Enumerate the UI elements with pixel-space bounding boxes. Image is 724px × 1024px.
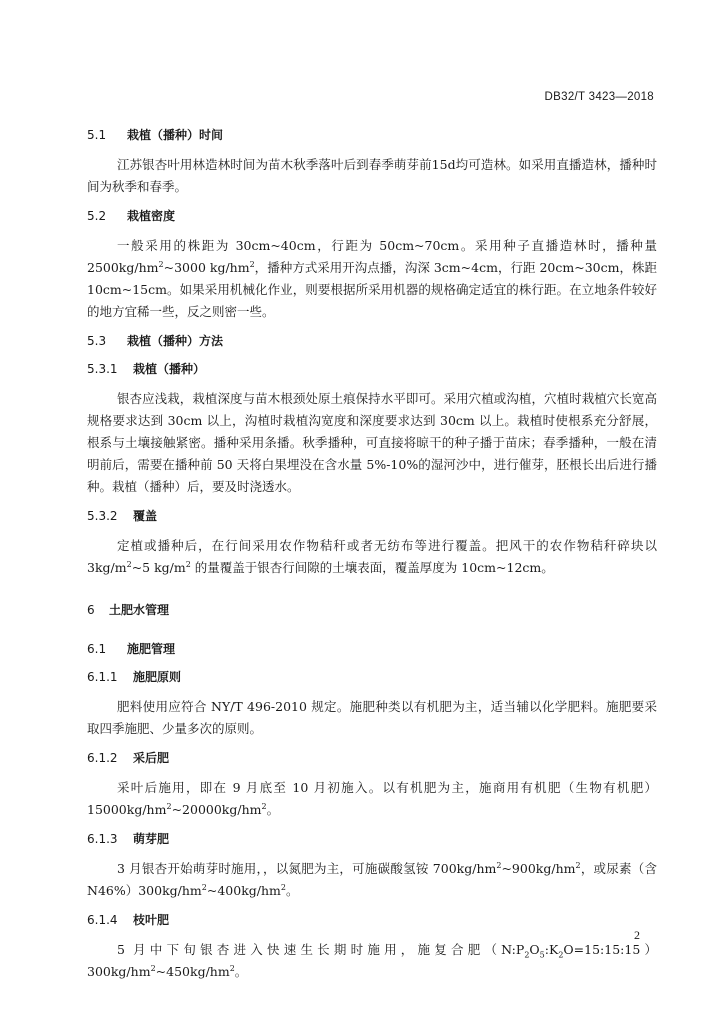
heading-title: 枝叶肥	[133, 913, 170, 927]
heading-number: 6.1.4	[87, 913, 118, 927]
heading-number: 5.3	[87, 334, 107, 348]
paragraph-6-1-3: 3 月银杏开始萌芽时施用，，以氮肥为主，可施碳酸氢铵 $700kg/hm^2\sim 900kg/hm^2$，或尿素（含 $N46\%)300kg/hm^2\sim 400kg/hm^2$。	[87, 860, 657, 898]
standard-code: DB32/T 3423—2018	[544, 91, 654, 103]
heading-number: 5.1	[87, 128, 107, 142]
heading-title: 栽植（播种）时间	[127, 128, 224, 142]
heading-title: 施肥管理	[127, 642, 176, 656]
heading-title: 覆盖	[133, 509, 158, 523]
heading-title: 采后肥	[133, 751, 170, 765]
heading-title: 土肥水管理	[109, 603, 170, 617]
heading-5-3-2	[87, 507, 657, 524]
heading-title: 施肥原则	[133, 670, 182, 684]
heading-title: 栽植密度	[127, 209, 176, 223]
paragraph-6-1-2: 采叶后施用，即在 9 月底至 10 月初施入。以有机肥为主，施商用有机肥（生物有机肥）$15000kg/hm^2\sim 20000kg/hm^2$。	[87, 780, 657, 817]
heading-6-1	[87, 640, 657, 657]
document-body	[87, 126, 657, 983]
heading-6-1-2	[87, 749, 657, 766]
paragraph-5-3-2: 定植或播种后，在行间采用农作物秸秆或者无纺布等进行覆盖。把风干的农作物秸秆碎块以$3kg/m^2\sim 5$ $kg/m^2$ 的量覆盖于银杏行间隙的土壤表面，覆盖厚度为 10cm~12cm。	[87, 538, 657, 575]
heading-5-1	[87, 126, 657, 143]
heading-number: 5.3.1	[87, 362, 118, 376]
heading-title: 栽植（播种）	[133, 362, 206, 376]
heading-5-3-1	[87, 360, 657, 377]
heading-title: 栽植（播种）方法	[127, 334, 224, 348]
paragraph-5-3-1: 银杏应浅栽，栽植深度与苗木根颈处原土痕保持水平即可。采用穴植或沟植，穴植时栽植穴长宽高规格要求达到 30cm 以上，沟植时栽植沟宽度和深度要求达到 30cm 以上。栽植时使根系充分舒展，根系与土壤接触紧密。播种采用条播。秋季播种，可直接将晾干的种子播于苗床；春季播种，一般在清明前后，需要在播种前 50 天将白果埋没在含水量 5%-10%的湿河沙中，进行催芽，胚根长出后进行播种。栽植（播种）后，要及时浇透水。	[87, 391, 657, 494]
heading-6-1-3	[87, 830, 657, 847]
heading-6-1-4	[87, 911, 657, 928]
page-number: 2	[634, 928, 640, 942]
heading-5-3	[87, 332, 657, 349]
paragraph-5-2: 一般采用的株距为 30cm~40cm，行距为 50cm~70cm。采用种子直播造林时，播种量$2500kg/hm^2\sim 3000$ $kg/hm^2$，播种方式采用开沟点播，沟深 3cm~4cm，行距 20cm~30cm，株距 10cm~15cm。如果采用机械化作业，则要根据所采用机器的规格确定适宜的株行距。在立地条件较好的地方宜稀一些，反之则密一些。	[87, 238, 657, 319]
heading-number: 5.2	[87, 209, 107, 223]
heading-6	[87, 601, 657, 618]
heading-number: 6.1.1	[87, 670, 118, 684]
heading-title: 萌芽肥	[133, 832, 170, 846]
heading-number: 6.1.2	[87, 751, 118, 765]
heading-number: 6.1.3	[87, 832, 118, 846]
heading-6-1-1	[87, 668, 657, 685]
heading-5-2	[87, 207, 657, 224]
paragraph-5-1: 江苏银杏叶用林造林时间为苗木秋季落叶后到春季萌芽前15d均可造林。如采用直播造林，播种时间为秋季和春季。	[87, 157, 657, 194]
heading-number: 6	[87, 603, 95, 617]
heading-number: 5.3.2	[87, 509, 118, 523]
paragraph-6-1-1: 肥料使用应符合 NY/T 496-2010 规定。施肥种类以有机肥为主，适当辅以化学肥料。施肥要采取四季施肥、少量多次的原则。	[87, 699, 657, 736]
heading-number: 6.1	[87, 642, 107, 656]
paragraph-6-1-4: 5 月中下旬银杏进入快速生长期时施用，施复合肥$(N:P_2O_5:K_2O=15:15:15)300kg/hm^2\sim 450kg/hm^2$。	[87, 942, 657, 979]
